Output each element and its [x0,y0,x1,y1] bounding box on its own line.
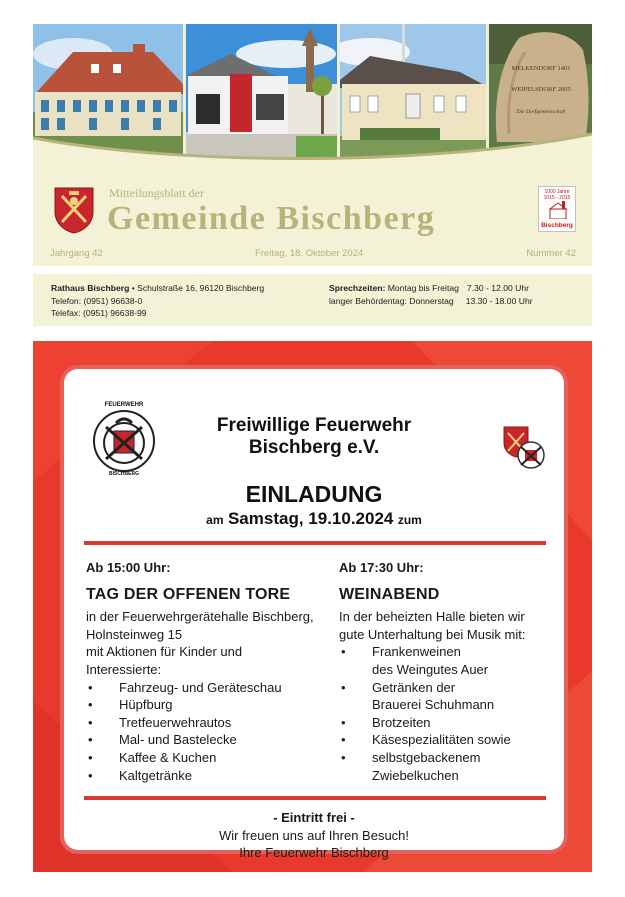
wine-evening-column [339,559,554,784]
contact-address-block [51,282,264,320]
divider-top [84,541,546,545]
list-item-text: des Weingutes Auer [372,661,489,677]
date-prefix: am [206,513,224,527]
open-day-time: Ab 15:00 Uhr: [86,560,171,575]
list-item [86,731,336,749]
issue-number: Nummer 42 [526,248,576,259]
list-item-text: Hüpfburg [119,697,173,713]
org-line-2: Bischberg e.V. [248,437,380,458]
date-suffix: zum [397,513,422,527]
masthead-subtitle: Mitteilungsblatt der [109,186,204,200]
bullet-icon: • [88,714,93,730]
list-item-text: Kaltgetränke [119,767,192,783]
intro-line: gute Unterhaltung bei Musik mit: [339,626,526,642]
wine-evening-offers [339,643,554,784]
list-item-text: Zwiebelkuchen [372,767,459,783]
open-day-heading: TAG DER OFFENEN TORE [86,585,291,603]
contact-address: • Schulstraße 16, 96120 Bischberg [129,283,265,293]
list-item [339,679,554,714]
issue-date: Freitag, 18. Oktober 2024 [255,248,364,259]
contact-bar [33,274,592,326]
intro-line: Interessierte: [86,661,162,677]
anniversary-logo [538,186,576,232]
hours-label: Sprechzeiten: [329,283,386,293]
contact-phone: Telefon: (0951) 96638-0 [51,295,143,306]
bischberg-crest-icon [53,186,95,234]
long-day-time: 13.30 - 18.00 Uhr [465,295,533,306]
logo-top-text: FEUERWEHR [104,402,144,408]
list-item-text: Kaffee & Kuchen [119,749,217,765]
open-day-column [86,559,336,784]
list-item [86,749,336,767]
divider-bottom [84,796,546,800]
list-item-text: Brauerei Schuhmann [372,697,495,713]
welcome-line: Wir freuen uns auf Ihren Besuch! [218,827,410,843]
volume-label: Jahrgang 42 [50,248,103,259]
stone-line-1: MELKENDORF 1401 [511,65,571,72]
bullet-icon: • [88,732,93,748]
church-icon [547,201,569,219]
anniversary-years: 1000 Jahre 1015 - 2015 [543,189,571,201]
list-item-text: selbstgebackenem [372,749,481,765]
bullet-icon: • [341,749,346,765]
open-day-activities [86,679,336,785]
intro-line: in der Feuerwehrgerätehalle Bischberg, [86,609,314,625]
list-item-text: Tretfeuerwehrautos [119,714,232,730]
wine-evening-intro [339,608,554,643]
hours-time: 7.30 - 12.00 Uhr [466,283,530,293]
signature-line: Ihre Feuerwehr Bischberg [239,845,389,860]
list-item [339,643,554,678]
list-item-text: Frankenweinen [372,644,461,660]
list-item-text: Brotzeiten [372,714,431,730]
event-date: Samstag, 19.10.2024 [227,509,394,528]
list-item-text: Mal- und Bastelecke [119,732,237,748]
long-day: langer Behördentag: Donnerstag [329,295,454,306]
intro-line: In der beheizten Halle bieten wir [339,609,525,625]
bullet-icon: • [341,732,346,748]
contact-name: Rathaus Bischberg [51,283,130,293]
masthead-title: Gemeinde Bischberg [107,200,436,237]
org-line-1: Freiwillige Feuerwehr [216,415,412,436]
bullet-icon: • [341,714,346,730]
list-item [86,714,336,732]
fire-brigade-crest-icon [502,425,546,471]
hours-days: Montag bis Freitag [385,283,459,293]
intro-line: mit Aktionen für Kinder und [86,644,243,660]
open-day-intro [86,608,336,678]
bullet-icon: • [341,644,346,660]
fire-brigade-poster [33,341,592,872]
bullet-icon: • [88,767,93,783]
wine-evening-time: Ab 17:30 Uhr: [339,560,424,575]
bullet-icon: • [88,697,93,713]
list-item [86,679,336,697]
anniversary-name: Bischberg [541,222,573,229]
stone-inscription [503,64,579,117]
free-entry: - Eintritt frei - [273,810,355,825]
list-item [86,696,336,714]
bullet-icon: • [88,749,93,765]
list-item-text: Fahrzeug- und Geräteschau [119,679,282,695]
intro-line: Holnsteinweg 15 [86,626,183,642]
masthead [33,164,592,266]
invitation-card [64,369,564,860]
logo-bottom-text: BISCHBERG [108,471,139,477]
list-item [339,749,554,784]
list-item-text: Getränken der [372,679,456,695]
list-item [339,731,554,749]
invitation-headline: EINLADUNG [245,481,383,507]
bullet-icon: • [88,679,93,695]
event-date-line [64,509,564,529]
office-hours-block [329,282,533,307]
poster-footer [64,809,564,862]
bullet-icon: • [341,679,346,695]
header-curve [33,120,592,164]
contact-fax: Telefax: (0951) 96638-99 [51,308,147,318]
list-item [86,767,336,785]
organization-name [64,415,564,459]
list-item [339,714,554,732]
stone-line-3: Die Dorfgemeinschaft [516,109,566,115]
wine-evening-heading: WEINABEND [339,585,440,603]
list-item-text: Käsespezialitäten sowie [372,732,511,748]
stone-line-2: WEIPELSDORF 2005 [511,86,571,93]
